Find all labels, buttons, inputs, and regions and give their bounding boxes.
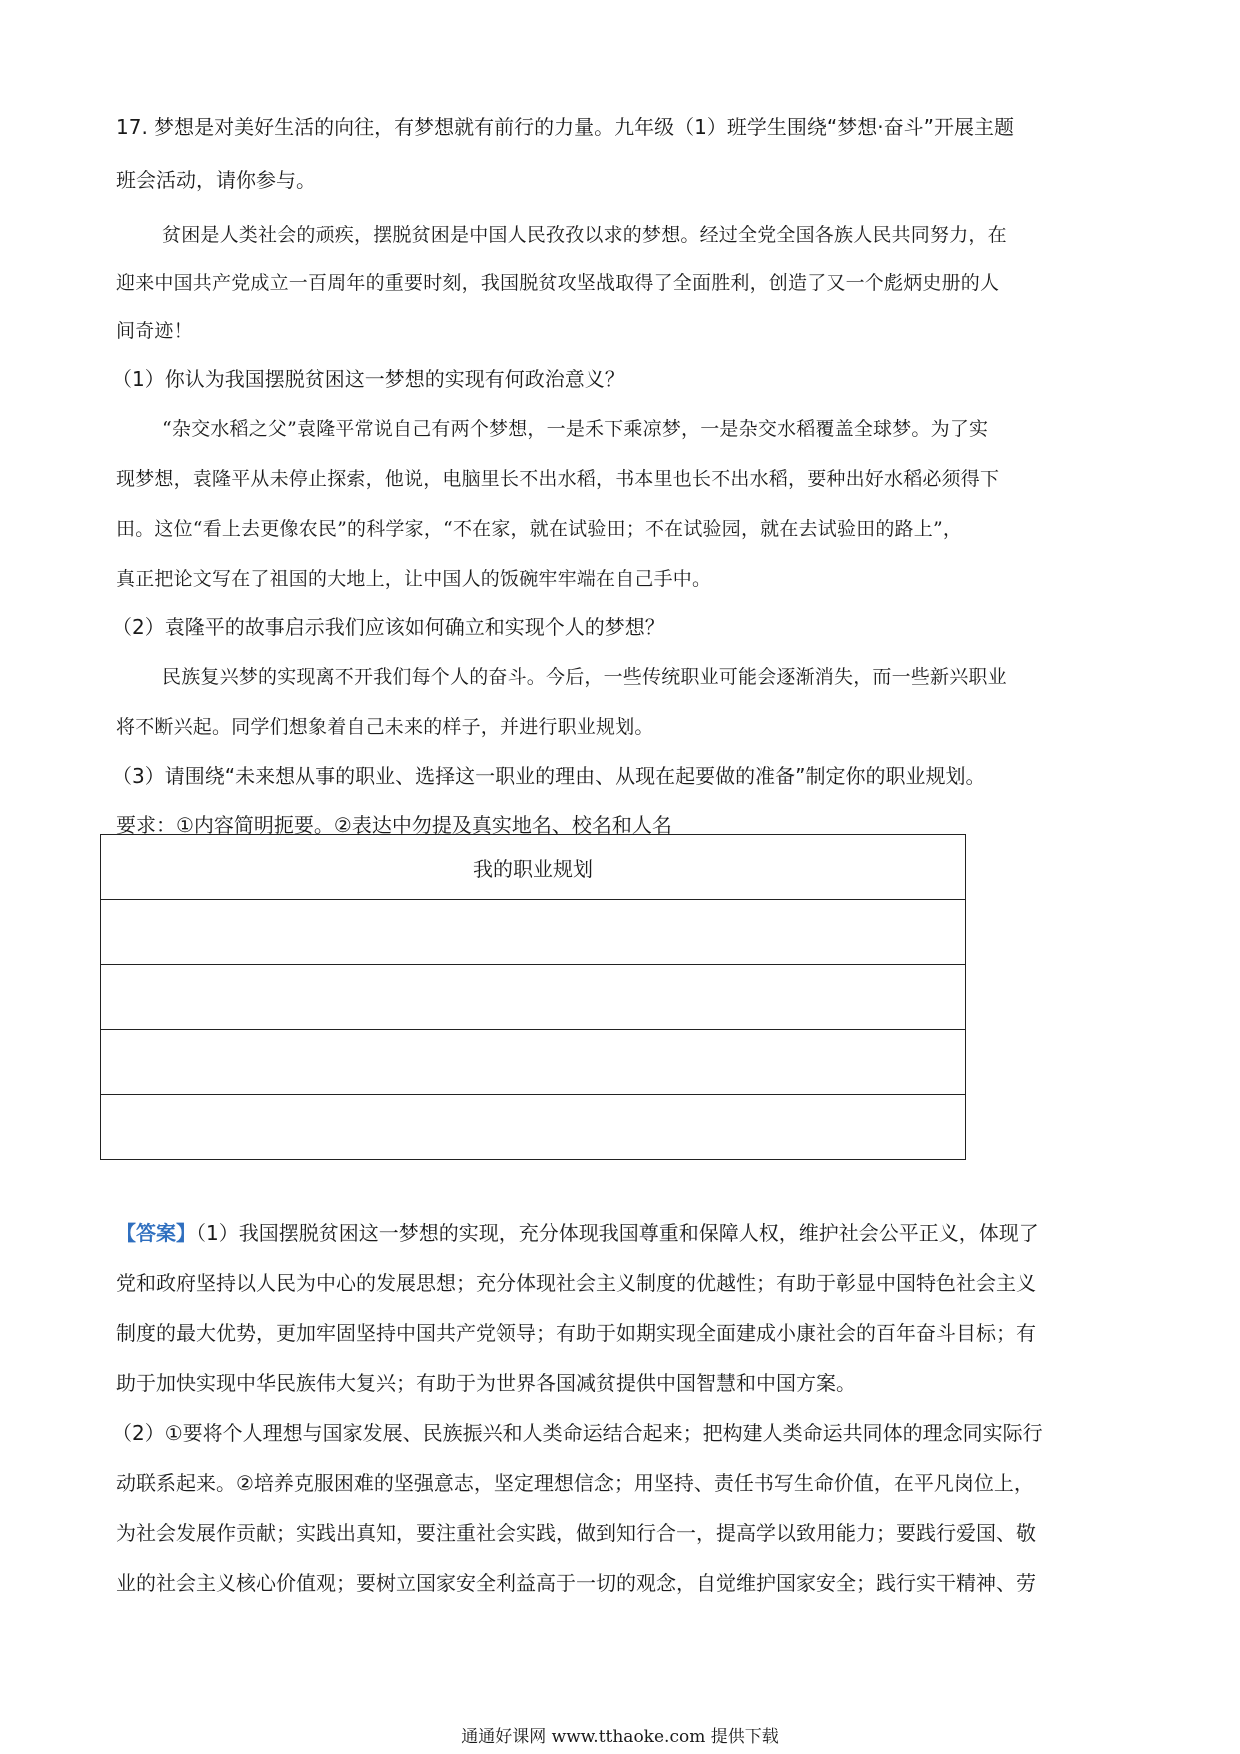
- material-1-line-3: 间奇迹！: [116, 320, 193, 342]
- answer-part-2-line-1: （2）①要将个人理想与国家发展、民族振兴和人类命运结合起来；把构建人类命运共同体的理念同实际行: [112, 1421, 1043, 1445]
- answer-part-1-line-1: [116, 1218, 1039, 1248]
- material-3-line-2: 将不断兴起。同学们想象着自己未来的样子，并进行职业规划。: [116, 716, 654, 738]
- answer-part-2-line-3: 为社会发展作贡献；实践出真知，要注重社会实践，做到知行合一，提高学以致用能力；要践行爱国、敬: [116, 1521, 1036, 1545]
- career-plan-row-1: [101, 900, 966, 965]
- requirement: 要求：①内容简明扼要。②表达中勿提及真实地名、校名和人名: [116, 813, 672, 837]
- material-1-line-1: 贫困是人类社会的顽疾，摆脱贫困是中国人民孜孜以求的梦想。经过全党全国各族人民共同努力，在: [162, 224, 1007, 246]
- career-plan-table-header: 我的职业规划: [101, 835, 966, 900]
- material-2-line-3: 田。这位“看上去更像农民”的科学家，“不在家，就在试验田；不在试验园，就在去试验田的路上”，: [116, 518, 963, 540]
- career-plan-row-2: [101, 965, 966, 1030]
- material-2-line-1: “杂交水稻之父”袁隆平常说自己有两个梦想，一是禾下乘凉梦，一是杂交水稻覆盖全球梦。为了实: [162, 418, 989, 440]
- question-stem-line-1: 17. 梦想是对美好生活的向往，有梦想就有前行的力量。九年级（1）班学生围绕“梦想·奋斗”开展主题: [116, 115, 1014, 139]
- answer-tag: 【答案】: [116, 1221, 196, 1245]
- career-plan-table: [100, 834, 966, 1160]
- page-footer: 通通好课网 www.tthaoke.com 提供下载: [461, 1727, 779, 1747]
- career-plan-row-4: [101, 1095, 966, 1160]
- answer-part-1-line-2: 党和政府坚持以人民为中心的发展思想；充分体现社会主义制度的优越性；有助于彰显中国特色社会主义: [116, 1271, 1036, 1295]
- material-1-line-2: 迎来中国共产党成立一百周年的重要时刻，我国脱贫攻坚战取得了全面胜利，创造了又一个彪炳史册的人: [116, 272, 1000, 294]
- material-2-line-4: 真正把论文写在了祖国的大地上，让中国人的饭碗牢牢端在自己手中。: [116, 568, 712, 590]
- sub-question-2: （2）袁隆平的故事启示我们应该如何确立和实现个人的梦想？: [112, 615, 665, 639]
- material-3-line-1: 民族复兴梦的实现离不开我们每个人的奋斗。今后，一些传统职业可能会逐渐消失，而一些新兴职业: [162, 666, 1007, 688]
- question-stem-line-2: 班会活动，请你参与。: [116, 168, 316, 192]
- answer-part-2-line-2: 动联系起来。②培养克服困难的坚强意志，坚定理想信念；用坚持、责任书写生命价值，在平凡岗位上，: [116, 1471, 1034, 1495]
- answer-part-1-line-4: 助于加快实现中华民族伟大复兴；有助于为世界各国减贫提供中国智慧和中国方案。: [116, 1371, 856, 1395]
- material-2-line-2: 现梦想，袁隆平从未停止探索，他说，电脑里长不出水稻，书本里也长不出水稻，要种出好水稻必须得下: [116, 468, 1000, 490]
- answer-part-2-line-4: 业的社会主义核心价值观；要树立国家安全利益高于一切的观念，自觉维护国家安全；践行实干精神、劳: [116, 1571, 1036, 1595]
- sub-question-1: （1）你认为我国摆脱贫困这一梦想的实现有何政治意义？: [112, 367, 625, 391]
- sub-question-3: （3）请围绕“未来想从事的职业、选择这一职业的理由、从现在起要做的准备”制定你的职业规划。: [112, 764, 986, 788]
- answer-part-1-line-3: 制度的最大优势，更加牢固坚持中国共产党领导；有助于如期实现全面建成小康社会的百年奋斗目标；有: [116, 1321, 1036, 1345]
- answer-part-1-line-1-text: （1）我国摆脱贫困这一梦想的实现，充分体现我国尊重和保障人权，维护社会公平正义，体现了: [196, 1221, 1039, 1245]
- career-plan-row-3: [101, 1030, 966, 1095]
